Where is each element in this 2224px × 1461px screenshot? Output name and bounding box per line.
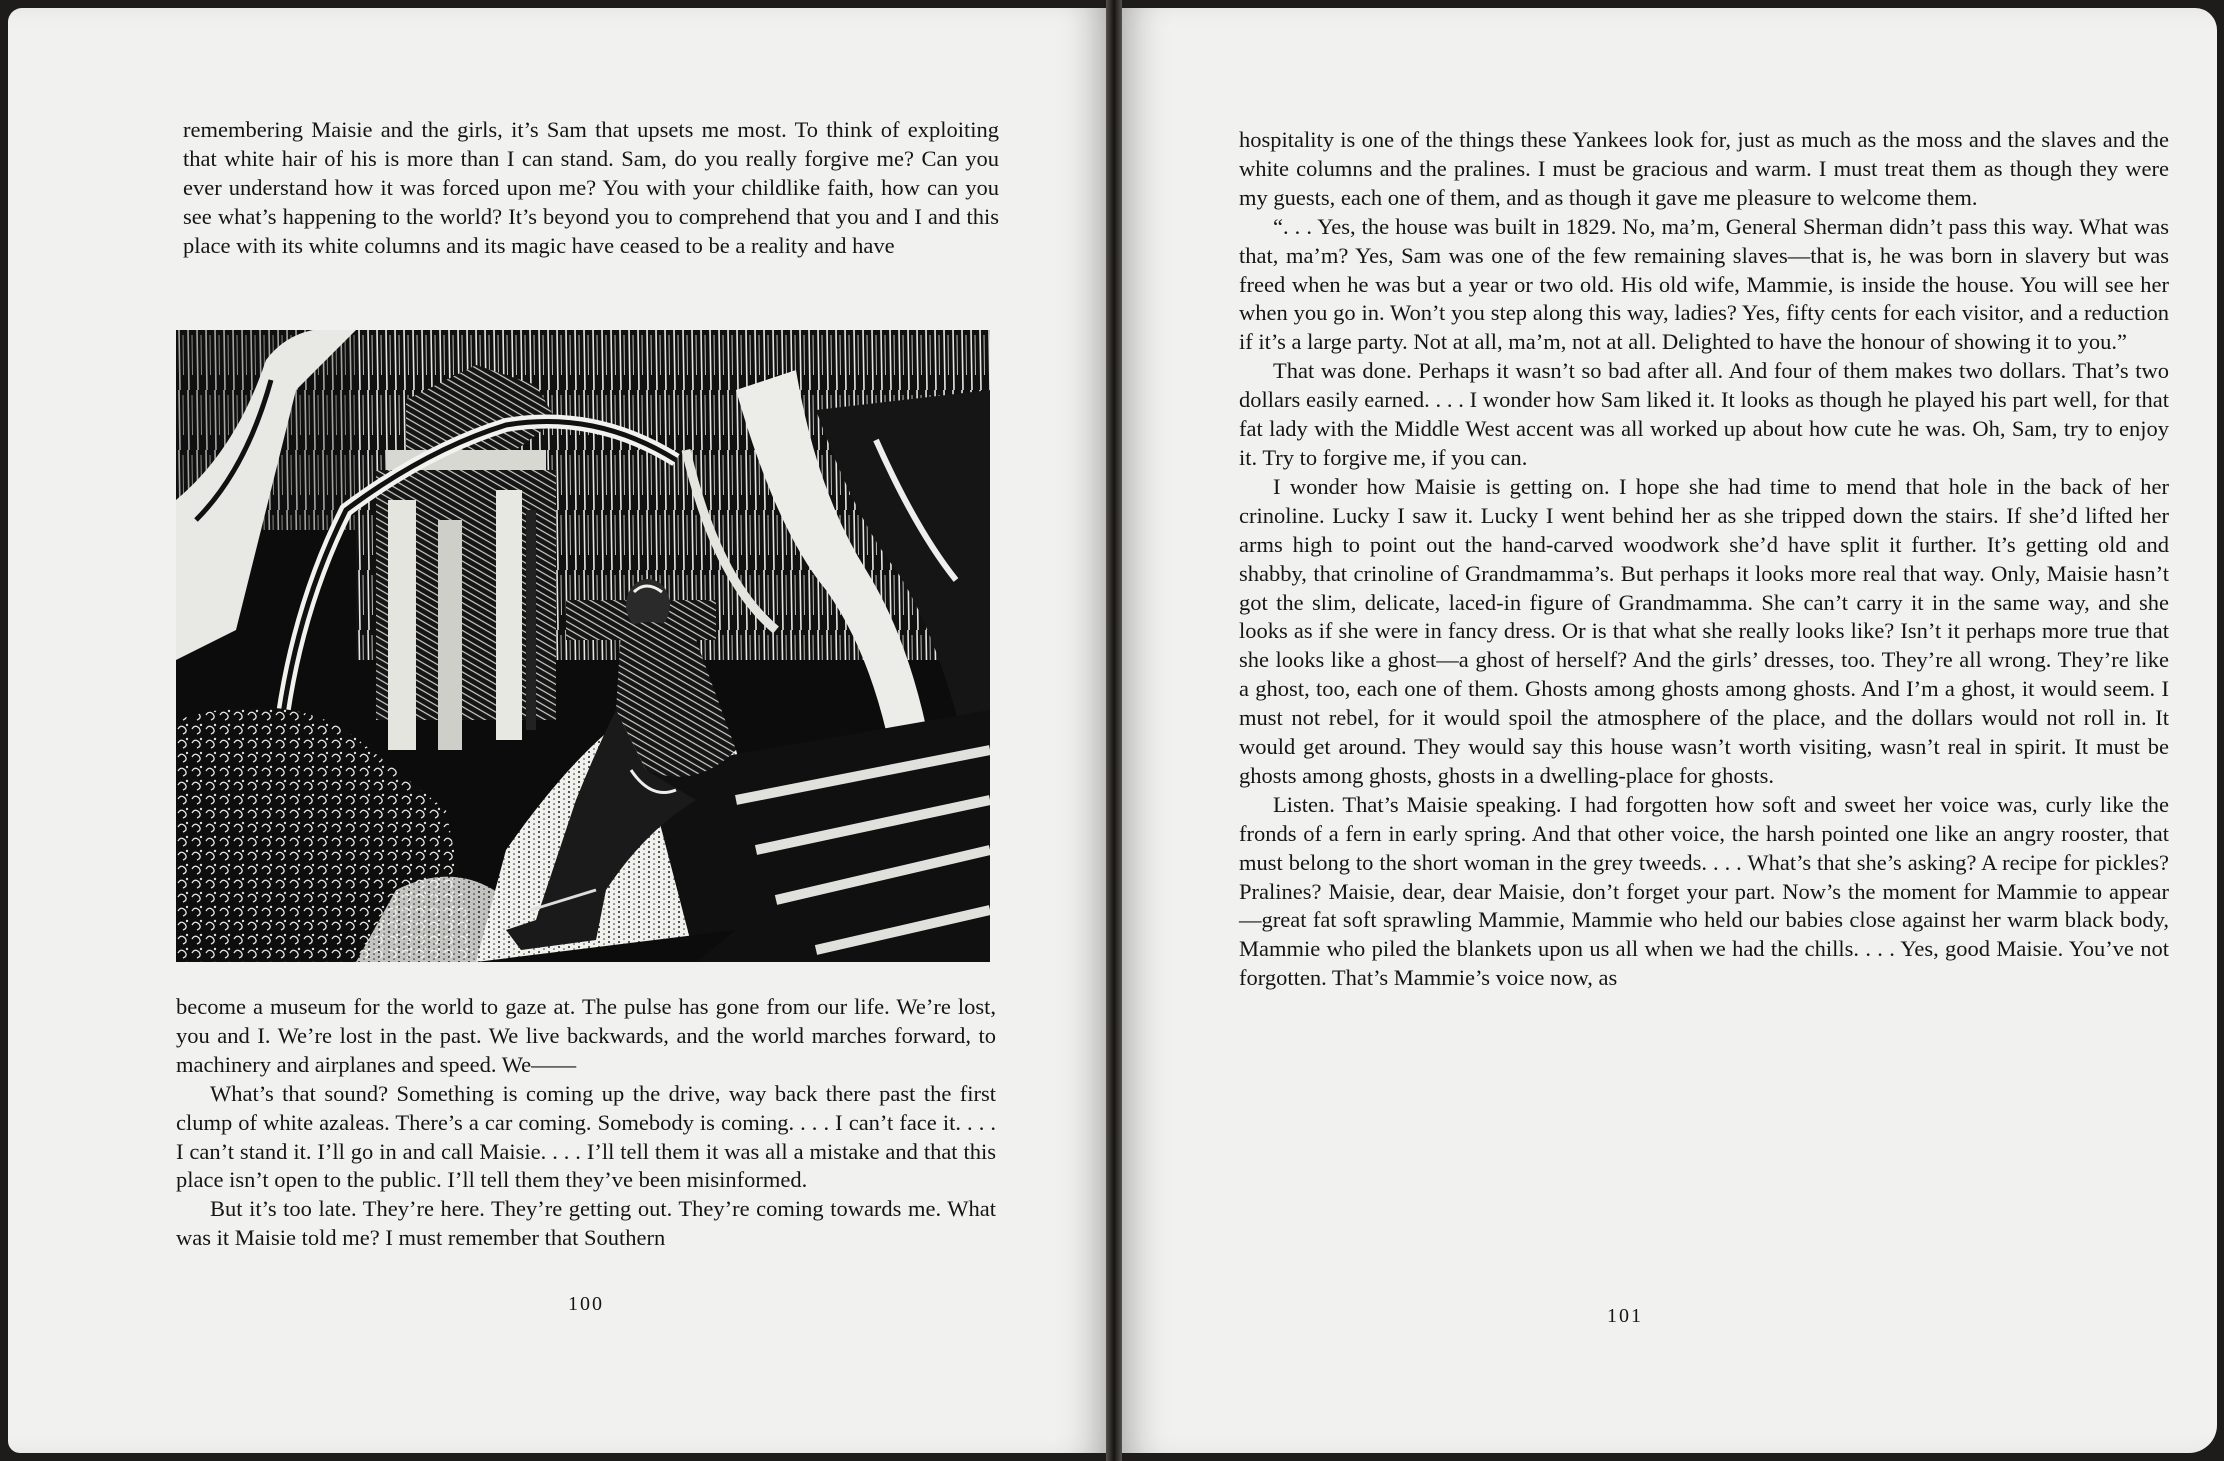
left-paragraph: But it’s too late. They’re here. They’re getting out. They’re coming towards me. What was it Maisie told me? I must remember that Southern: [176, 1196, 996, 1251]
page-number-right: 101: [1607, 1305, 1643, 1327]
page-number-left: 100: [568, 1293, 604, 1315]
right-paragraph: hospitality is one of the things these Yankees look for, just as much as the moss and the slaves and the white columns and the pralines. I must be gracious and warm. I must treat them as though they were my guests, each one of them, and as though it gave me pleasure to welcome them.: [1239, 127, 2169, 210]
right-paragraph: I wonder how Maisie is getting on. I hope she had time to mend that hole in the back of her crinoline. Lucky I saw it. Lucky I went behind her as she tripped down the stairs. If she’d lifted her arms high to point out the hand-carved woodwork she’d have split it further. It’s getting old and shabby, that crinoline of Grandmamma’s. But perhaps it looks more real that way. Only, Maisie hasn’t got the slim, delicate, laced-in figure of Grandmamma. She can’t carry it in the same way, and she looks as if she were in fancy dress. Or is that what she really looks like? Isn’t it perhaps more true that she looks like a ghost—a ghost of herself? And the girls’ dresses, too. They’re all wrong. They’re like a ghost, too, each one of them. Ghosts among ghosts among ghosts. And I’m a ghost, it would seem. I must not rebel, for it would spoil the atmosphere of the place, and the dollars would not roll in. It would get around. They would say this house wasn’t worth visiting, wasn’t real in spirit. It must be ghosts among ghosts, ghosts in a dwelling-place for ghosts.: [1239, 473, 2169, 788]
engraving-illustration: [176, 330, 990, 962]
left-page: [8, 8, 1106, 1453]
right-paragraph: That was done. Perhaps it wasn’t so bad after all. And four of them makes two dollars. That’s two dollars easily earned. . . . I wonder how Sam liked it. It looks as though he played his part well, for that fat lady with the Middle West accent was all worked up about how cute he was. Oh, Sam, try to enjoy it. Try to forgive me, if you can.: [1239, 358, 2169, 470]
left-paragraph: What’s that sound? Something is coming up the drive, way back there past the first clump of white azaleas. There’s a car coming. Somebody is coming. . . . I can’t face it. . . . I can’t stand it. I’ll go in and call Maisie. . . . I’ll tell them it was all a mistake and that this place isn’t open to the public. I’ll tell them they’ve been misinformed.: [176, 1080, 996, 1193]
left-paragraph: remembering Maisie and the girls, it’s Sam that upsets me most. To think of exploiting that white hair of his is more than I can stand. Sam, do you really forgive me? Can you ever understand how it was forced upon me? You with your childlike faith, how can you see what’s happening to the world? It’s beyond you to comprehend that you and I and this place with its white columns and its magic have ceased to be a reality and have: [183, 117, 999, 258]
left-top-text: [183, 116, 999, 261]
book-gutter: [1106, 0, 1122, 1461]
right-paragraph: “. . . Yes, the house was built in 1829. No, ma’m, General Sherman didn’t pass this way. What was that, ma’m? Yes, Sam was one of the few remaining slaves—that is, he was born in slavery but was freed when he was but a year or two old. His old wife, Mammie, is inside the house. You will see her when you go in. Won’t you step along this way, ladies? Yes, fifty cents for each visitor, and a reduction if it’s a large party. Not at all, ma’m, not at all. Delighted to have the honour of showing it to you.”: [1239, 213, 2169, 355]
left-bottom-text: [176, 993, 996, 1253]
right-main-text: [1239, 126, 2169, 993]
left-paragraph: become a museum for the world to gaze at. The pulse has gone from our life. We’re lost, you and I. We’re lost in the past. We live backwards, and the world marches forward, to machinery and airplanes and speed. We——: [176, 994, 996, 1077]
right-page: [1122, 8, 2217, 1453]
right-paragraph: Listen. That’s Maisie speaking. I had forgotten how soft and sweet her voice was, curly like the fronds of a fern in early spring. And that other voice, the harsh pointed one like an angry rooster, that must belong to the short woman in the grey tweeds. . . . What’s that she’s asking? A recipe for pickles? Pralines? Maisie, dear, dear Maisie, don’t forget your part. Now’s the moment for Mammie to appear—great fat soft sprawling Mammie, Mammie who held our babies close against her warm black body, Mammie who piled the blankets upon us all when we had the chills. . . . Yes, good Maisie. You’ve not forgotten. That’s Mammie’s voice now, as: [1239, 791, 2169, 991]
